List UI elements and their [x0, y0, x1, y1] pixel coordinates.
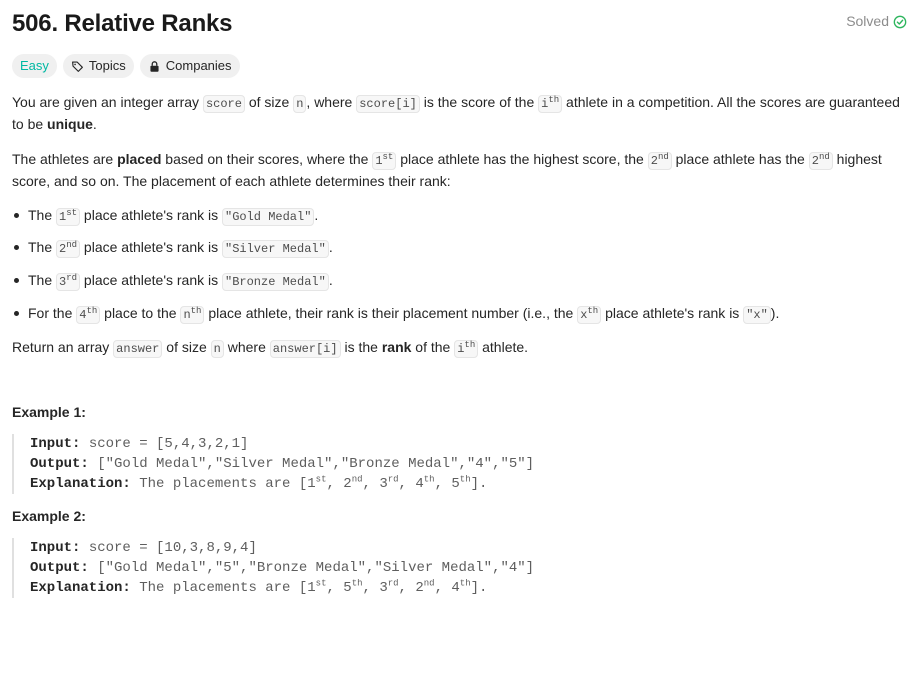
- rule-item-gold: The 1st place athlete's rank is "Gold Medal" .: [12, 205, 909, 227]
- rule-item-bronze: The 3rd place athlete's rank is "Bronze Medal" .: [12, 270, 909, 292]
- difficulty-chip[interactable]: Easy: [12, 54, 57, 78]
- example-1-output: Output: ["Gold Medal","Silver Medal","Bronze Medal","4","5"]: [30, 455, 535, 472]
- rule-item-silver: The 2nd place athlete's rank is "Silver Medal" .: [12, 237, 909, 259]
- solved-label: Solved: [846, 13, 889, 30]
- description-paragraph-2: The athletes are placed based on their scores, where the 1st place athlete has the highest score, the 2nd place athlete has the 2nd highest score, and so on. The placement of each athlete determines their rank:: [12, 151, 882, 190]
- example-2-block: [12, 538, 909, 598]
- description-paragraph-3: Return an array answer of size n where answer[i] is the rank of the $i^{th}$ athlete.: [12, 338, 529, 356]
- problem-header: [12, 8, 909, 40]
- solved-status: [846, 11, 907, 33]
- example-2-explanation: Explanation: The placements are [1st, 5th, 3rd, 2nd, 4th].: [30, 577, 488, 596]
- example-1-block: [12, 434, 909, 494]
- tag-chips: [12, 54, 909, 78]
- description-paragraph-1: You are given an integer array score of size n , where score[i] is the score of the $i^{th}$ athlete in a competition. All the scores are guaranteed to be unique.: [12, 94, 900, 132]
- topics-chip[interactable]: [63, 54, 134, 78]
- companies-chip[interactable]: [140, 54, 240, 78]
- companies-label: Companies: [165, 57, 232, 73]
- example-1-title: Example 1:: [12, 404, 86, 421]
- example-2-title: Example 2:: [12, 507, 86, 524]
- problem-description: [12, 92, 909, 358]
- problem-title: 506. Relative Ranks: [12, 10, 233, 38]
- lock-icon: [148, 60, 161, 73]
- check-circle-icon: [893, 15, 907, 29]
- example-2-output: Output: ["Gold Medal","5","Bronze Medal","Silver Medal","4"]: [30, 559, 535, 576]
- topics-label: Topics: [88, 57, 126, 73]
- rule-item-placement: For the 4th place to the $n^{th}$ place athlete, their rank is their placement number (i.e., the $x^{th}$ place athlete's rank is "x" ).: [12, 303, 909, 325]
- example-2-input: Input: score = [10,3,8,9,4]: [30, 539, 257, 556]
- example-1-explanation: Explanation: The placements are [1st, 2nd, 3rd, 4th, 5th].: [30, 474, 488, 492]
- example-1-input: Input: score = [5,4,3,2,1]: [30, 435, 249, 452]
- tag-icon: [71, 60, 84, 73]
- rank-rules-list: [12, 205, 909, 325]
